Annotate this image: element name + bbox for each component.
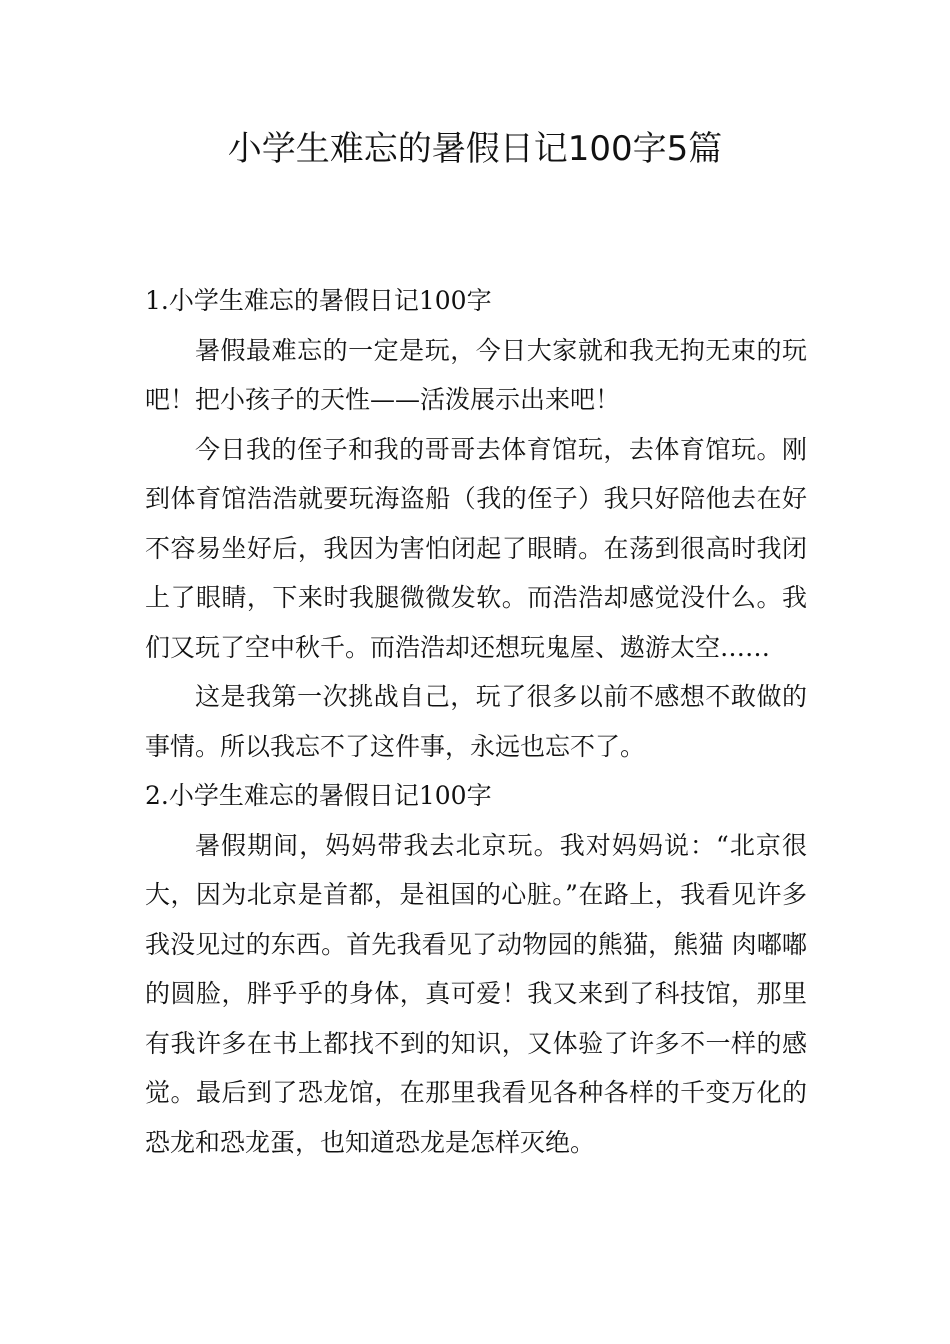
section-heading: 1.小学生难忘的暑假日记100字 xyxy=(145,286,492,315)
paragraph: 暑假期间，妈妈带我去北京玩。我对妈妈说：“北京很大，因为北京是首都，是祖国的心脏。”在路上，我看见许多我没见过的东西。首先我看见了动物园的熊猫，熊猫 肉嘟嘟的圆脸，胖乎乎的身体，真可爱！我又来到了科技馆，那里有我许多在书上都找不到的知识，又体验了许多不一样的感觉。最后到了恐龙馆，在那里我看见各种各样的千变万化的恐龙和恐龙蛋，也知道恐龙是怎样灭绝。 xyxy=(145,830,807,1157)
document-body xyxy=(145,276,807,1167)
document-title: 小学生难忘的暑假日记100字5篇 xyxy=(227,129,723,169)
paragraph: 这是我第一次挑战自己，玩了很多以前不感想不敢做的事情。所以我忘不了这件事，永远也忘不了。 xyxy=(145,682,807,761)
section-heading: 2.小学生难忘的暑假日记100字 xyxy=(145,781,492,810)
paragraph: 今日我的侄子和我的哥哥去体育馆玩，去体育馆玩。刚到体育馆浩浩就要玩海盗船（我的侄子）我只好陪他去在好不容易坐好后，我因为害怕闭起了眼睛。在荡到很高时我闭上了眼睛，下来时我腿微微发软。而浩浩却感觉没什么。我们又玩了空中秋千。而浩浩却还想玩鬼屋、遨游太空…… xyxy=(145,434,807,662)
paragraph: 暑假最难忘的一定是玩，今日大家就和我无拘无束的玩吧！把小孩子的天性——活泼展示出来吧！ xyxy=(145,335,807,414)
